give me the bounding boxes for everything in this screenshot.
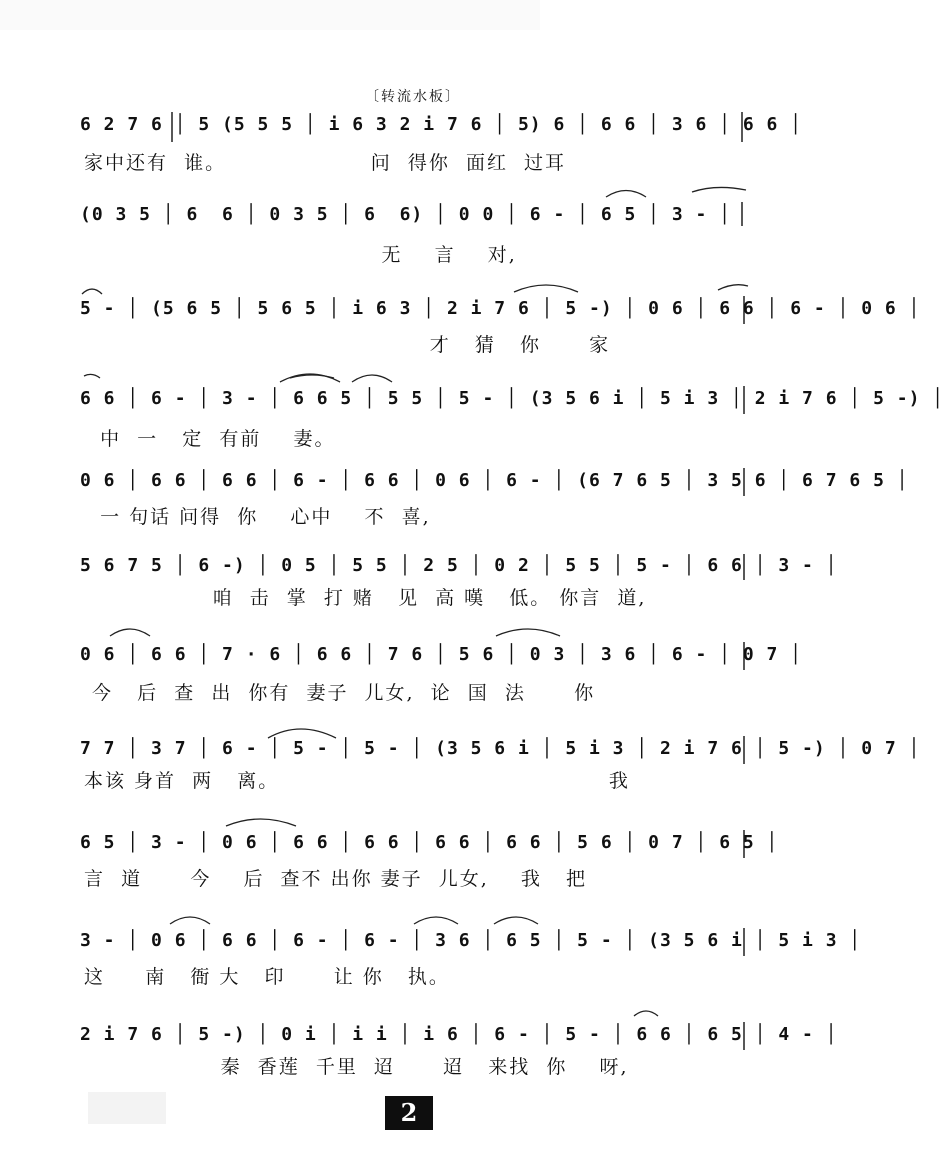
lyrics-row: 一 句话 问得 你 心中 不 喜,: [84, 506, 431, 528]
slur-mark: [226, 819, 296, 826]
notation-row: 5 6 7 5 │ 6 -) │ 0 5 │ 5 5 │ 2 5 │ 0 2 │ 5 5 │ 5 - │ 6 6 │ 3 - │: [80, 555, 838, 576]
slur-mark: [496, 629, 560, 636]
notation-row: 7 7 │ 3 7 │ 6 - │ 5 - │ 5 - │ (3 5 6 i │ 5 i 3 │ 2 i 7 6 │ 5 -) │ 0 7 │: [80, 738, 921, 759]
notation-row: 6 5 │ 3 - │ 0 6 │ 6 6 │ 6 6 │ 6 6 │ 6 6 │ 5 6 │ 0 7 │ 6 5 │: [80, 832, 779, 853]
lyrics-row: 无 言 对,: [84, 244, 517, 266]
lyrics-row: 家中还有 谁。 问 得你 面红 过耳: [84, 152, 567, 174]
notation-row: 0 6 │ 6 6 │ 6 6 │ 6 - │ 6 6 │ 0 6 │ 6 - │ (6 7 6 5 │ 3 5 6 │ 6 7 6 5 │: [80, 470, 909, 491]
fermata-mark: [82, 289, 102, 294]
notation-row: (0 3 5 │ 6 6 │ 0 3 5 │ 6 6) │ 0 0 │ 6 - │ 6 5 │ 3 - │: [80, 204, 732, 225]
notation-row: 3 - │ 0 6 │ 6 6 │ 6 - │ 6 - │ 3 6 │ 6 5 │ 5 - │ (3 5 6 i │ 5 i 3 │: [80, 930, 862, 951]
notation-row: 0 6 │ 6 6 │ 7 · 6 │ 6 6 │ 7 6 │ 5 6 │ 0 3 │ 3 6 │ 6 - │ 0 7 │: [80, 644, 803, 665]
slur-mark: [414, 917, 458, 924]
slur-mark: [280, 374, 340, 382]
slur-mark: [290, 375, 334, 378]
lyrics-row: 才 猜 你 家: [84, 334, 611, 356]
lyrics-row: 本该 身首 两 离。 我: [84, 770, 630, 792]
notation-row: 6 6 │ 6 - │ 3 - │ 6 6 5 │ 5 5 │ 5 - │ (3 5 6 i │ 5 i 3 │ 2 i 7 6 │ 5 -) │: [80, 388, 944, 409]
slur-mark: [692, 187, 746, 192]
slur-mark: [268, 729, 336, 738]
lyrics-row: 秦 香莲 千里 迢 迢 来找 你 呀,: [84, 1056, 629, 1078]
notation-row: 6 2 7 6 │ 5 (5 5 5 │ i 6 3 2 i 7 6 │ 5) 6 │ 6 6 │ 3 6 │ 6 6 │: [80, 114, 803, 135]
slur-mark: [514, 285, 578, 292]
lyrics-row: 言 道 今 后 查不 出你 妻子 儿女, 我 把: [84, 868, 588, 890]
slur-mark: [634, 1011, 658, 1016]
slur-mark: [84, 374, 100, 378]
page-number: 2: [385, 1096, 433, 1130]
slur-mark: [352, 375, 392, 382]
lyrics-row: 中 一 定 有前 妻。: [84, 428, 336, 450]
scan-smudge: [88, 1092, 166, 1124]
lyrics-row: 这 南 衙 大 印 让 你 执。: [84, 966, 450, 988]
notation-row: 5 - │ (5 6 5 │ 5 6 5 │ i 6 3 │ 2 i 7 6 │ 5 -) │ 0 6 │ 6 6 │ 6 - │ 0 6 │: [80, 298, 921, 319]
slur-mark: [494, 917, 538, 924]
slur-mark: [170, 917, 210, 924]
slur-mark: [110, 629, 150, 636]
lyrics-row: 今 后 查 出 你有 妻子 儿女, 论 国 法 你: [84, 682, 596, 704]
slur-mark: [606, 191, 646, 198]
scan-shade: [0, 0, 540, 30]
section-marking: 〔转流水板〕: [365, 89, 461, 105]
lyrics-row: 咱 击 掌 打 赌 见 高 嘆 低。 你言 道,: [84, 587, 647, 609]
notation-row: 2 i 7 6 │ 5 -) │ 0 i │ i i │ i 6 │ 6 - │ 5 - │ 6 6 │ 6 5 │ 4 - │: [80, 1024, 838, 1045]
slur-mark: [718, 285, 748, 290]
